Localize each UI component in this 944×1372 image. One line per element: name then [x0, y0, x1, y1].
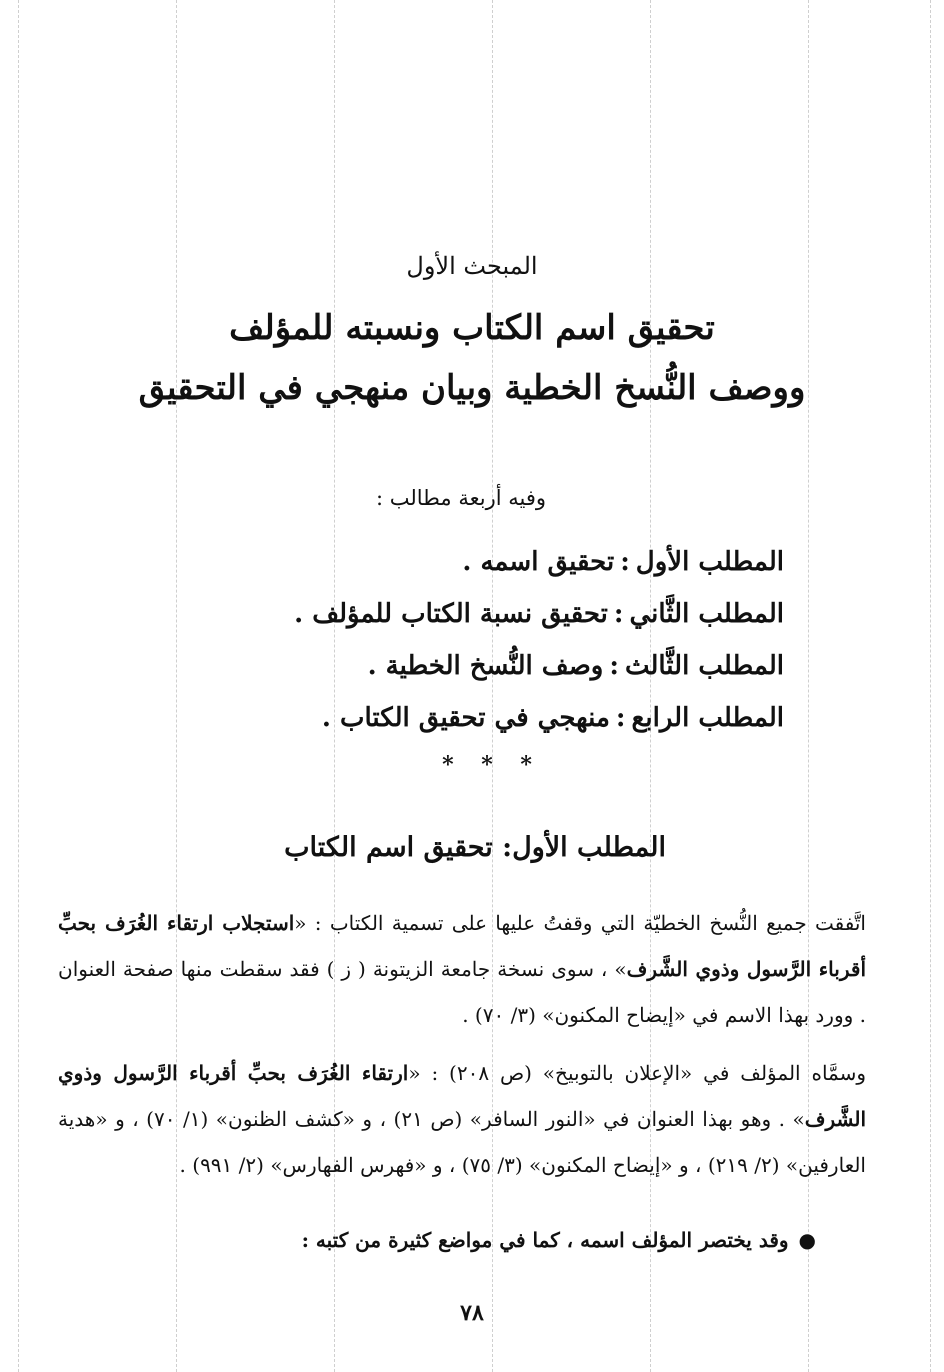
chapter-title-line-1: تحقيق اسم الكتاب ونسبته للمؤلف: [229, 308, 715, 348]
subsection-list: [294, 536, 784, 744]
intro-line: وفيه أربعة مطالب :: [376, 486, 546, 510]
book-title-emphasis: استجلاب ارتقاء الغُرَف بحبِّ أقرباء الرَّسول وذوي الشَّرف: [58, 911, 866, 981]
subsection-label: المطلب الأول: [635, 547, 784, 577]
chapter-kicker: المبحث الأول: [406, 252, 538, 280]
subsection-text: وصف النُّسخ الخطية .: [367, 651, 604, 681]
subsection-text: تحقيق نسبة الكتاب للمؤلف .: [294, 599, 608, 629]
subsection-item: المطلب الثَّالث:وصف النُّسخ الخطية .: [367, 651, 784, 681]
section-separator: * * *: [442, 752, 542, 778]
bullet-icon: ●: [798, 1228, 816, 1252]
subsection-text: منهجي في تحقيق الكتاب .: [321, 703, 610, 733]
subsection-text: تحقيق اسمه .: [462, 547, 615, 577]
subsection-item: المطلب الثَّاني:تحقيق نسبة الكتاب للمؤلف .: [294, 599, 784, 629]
chapter-title: [0, 298, 944, 418]
bullet-text: وقد يختصر المؤلف اسمه ، كما في مواضع كثيرة من كتبه :: [301, 1228, 789, 1252]
subsection-label: المطلب الثَّاني: [629, 599, 784, 629]
subsection-item: المطلب الأول:تحقيق اسمه .: [462, 547, 784, 577]
page-number: ٧٨: [460, 1300, 484, 1326]
chapter-title-line-2: ووصف النُّسخ الخطية وبيان منهجي في التحقيق: [138, 368, 806, 408]
book-title-emphasis: ارتقاء الغُرَف بحبِّ أقرباء الرَّسول وذوي الشَّرف: [58, 1061, 867, 1131]
subsection-label: المطلب الرابع: [631, 703, 784, 733]
bullet-note: [302, 1228, 816, 1252]
body-paragraph: اتَّفقت جميع النُّسخ الخطيّة التي وقفتُ عليها على تسمية الكتاب : «استجلاب ارتقاء الغُرَف بحبِّ أقرباء الرَّسول وذوي الشَّرف» ، سوى نسخة جامعة الزيتونة ( ز ) فقد سقطت منها صفحة العنوان . وورد بهذا الاسم في «إيضاح المكنون» (٣/ ٧٠) .: [58, 911, 866, 1027]
section-heading: المطلب الأول: تحقيق اسم الكتاب: [284, 832, 666, 863]
subsection-label: المطلب الثَّالث: [624, 651, 784, 681]
subsection-item: المطلب الرابع:منهجي في تحقيق الكتاب .: [321, 703, 784, 733]
body-paragraph: وسمَّاه المؤلف في «الإعلان بالتوبيخ» (ص ٢٠٨) : «ارتقاء الغُرَف بحبِّ أقرباء الرَّسول وذوي الشَّرف» . وهو بهذا العنوان في «النور السافر» (ص ٢١) ، و «كشف الظنون» (١/ ٧٠) ، و «هدية العارفين» (٢/ ٢١٩) ، و «إيضاح المكنون» (٣/ ٧٥) ، و «فهرس الفهارس» (٢/ ٩٩١) .: [58, 1061, 867, 1177]
